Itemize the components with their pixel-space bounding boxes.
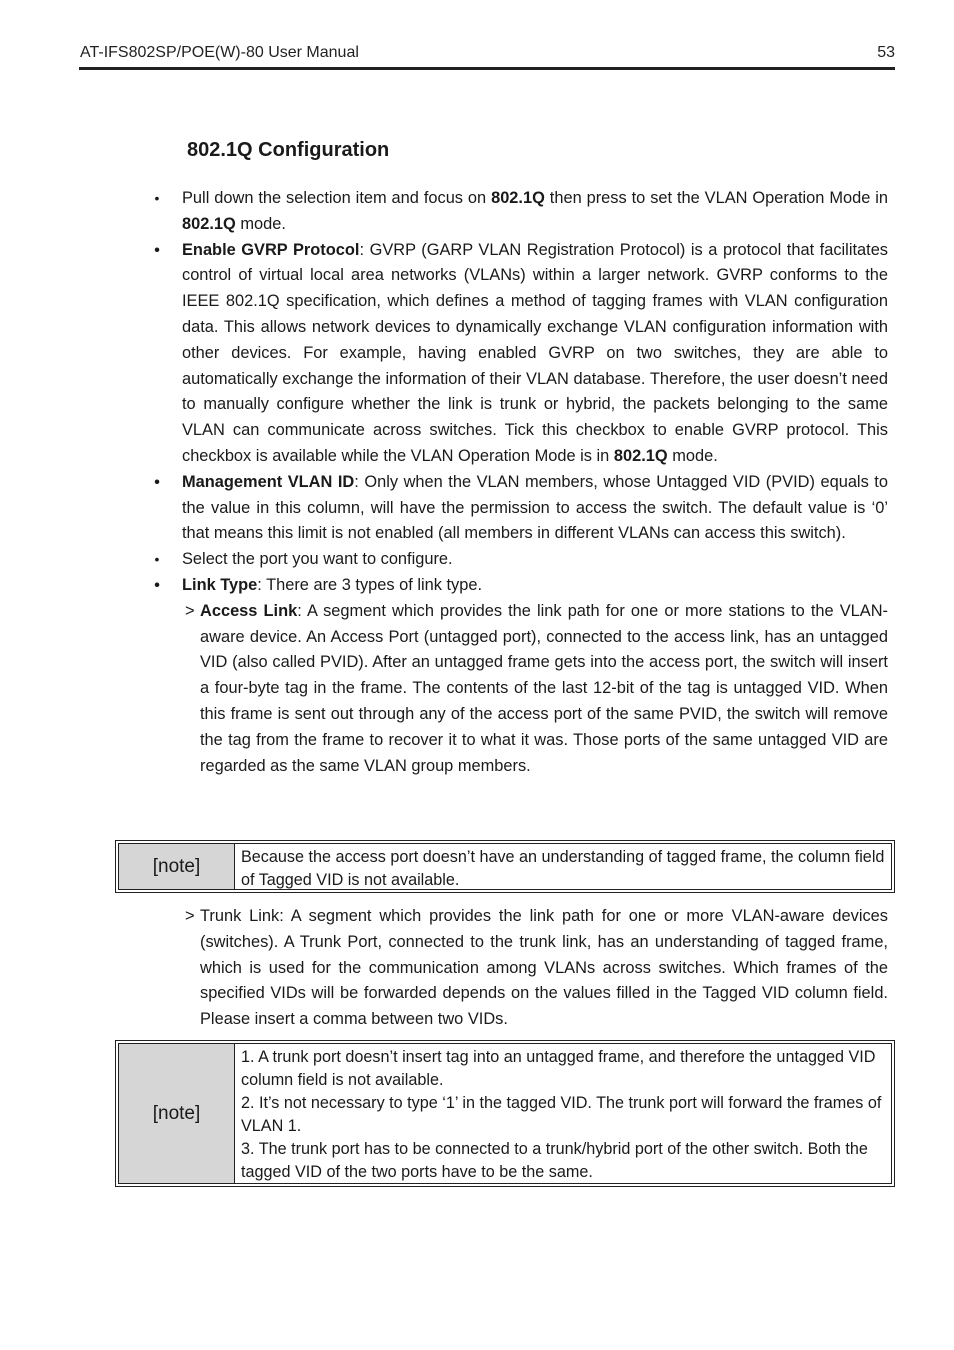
- note-line: 3. The trunk port has to be connected to a trunk/hybrid port of the other switch. Both the tagged VID of the two ports have to be the same.: [241, 1140, 868, 1181]
- arrow-glyph: >: [185, 907, 195, 925]
- bullet-icon: •: [154, 190, 160, 206]
- note-box-trunk: [115, 1040, 895, 1187]
- item-bold: 802.1Q: [182, 214, 236, 233]
- item-bold: 802.1Q: [491, 189, 545, 207]
- list-item-link-type: [152, 573, 888, 599]
- arrow-glyph: >: [185, 601, 195, 620]
- item-text: : There are 3 types of link type.: [257, 575, 483, 594]
- item-text: : Only when the VLAN members, whose Untagged VID (PVID) equals to the value in this column, will have the permission to access the switch. The default value is ‘0’ that means this limit is not enabled (all members in different VLANs can access this switch).: [182, 472, 888, 543]
- item-text: mode.: [667, 446, 718, 465]
- note-line: 1. A trunk port doesn’t insert tag into an untagged frame, and therefore the untagged VID column field is not available.: [241, 1048, 876, 1089]
- trunk-link-section: [152, 904, 888, 1033]
- section-body: [152, 186, 888, 779]
- page-header: [80, 44, 895, 66]
- item-text: : GVRP (GARP VLAN Registration Protocol) is a protocol that facilitates control of virtual local area networks (VLANs) within a larger network. GVRP conforms to the IEEE 802.1Q specification, which defines a method of tagging frames with VLAN configuration data. This allows network devices to dynamically exchange VLAN configuration information with other devices. For example, having enabled GVRP on two switches, they are able to automatically exchange the information of their VLAN database. Therefore, the user doesn’t need to manually configure whether the link is trunk or hybrid, the packets belonging to the same VLAN can communicate across switches. Tick this checkbox to enable GVRP protocol. This checkbox is available while the VLAN Operation Mode is in: [182, 240, 889, 465]
- note-label: [note]: [119, 844, 235, 889]
- item-text: Pull down the selection item and focus on: [182, 189, 492, 207]
- manual-title: AT-IFS802SP/POE(W)-80 User Manual: [80, 44, 359, 61]
- list-item-gvrp: [152, 238, 888, 470]
- item-text: Trunk Link: A segment which provides the link path for one or more VLAN-aware devices (switches). A Trunk Port, connected to the trunk link, has an understanding of tagged frame, which is used for the communication among VLANs across switches. Which frames of the specified VIDs will be forwarded depends on the values filled in the Tagged VID column field. Please insert a comma between two VIDs.: [200, 907, 888, 1029]
- list-item-select-port: [152, 547, 888, 573]
- sub-item-trunk-link: [152, 904, 888, 1033]
- item-bold: 802.1Q: [613, 446, 668, 465]
- page-number: 53: [877, 44, 895, 61]
- bullet-icon: •: [154, 576, 160, 594]
- bullet-icon: •: [154, 551, 160, 568]
- item-text: Select the port you want to configure.: [182, 550, 453, 569]
- header-rule: [79, 67, 895, 70]
- list-item-mgmt-vlan: [152, 470, 888, 547]
- section-title: 802.1Q Configuration: [187, 139, 390, 161]
- note-box-access: [115, 840, 895, 893]
- item-term: Access Link: [200, 601, 298, 620]
- note-line: 2. It’s not necessary to type ‘1’ in the tagged VID. The trunk port will forward the frames of VLAN 1.: [241, 1094, 882, 1135]
- note-line: Because the access port doesn’t have an understanding of tagged frame, the column field of Tagged VID is not available.: [241, 848, 885, 889]
- item-text: then press to set the VLAN Operation Mode in: [544, 189, 889, 207]
- note-text: [235, 844, 891, 889]
- note-text: [235, 1044, 891, 1183]
- list-item-pull-down: [152, 186, 888, 238]
- note-label: [note]: [119, 1044, 235, 1183]
- bullet-icon: •: [154, 473, 160, 491]
- item-text: : A segment which provides the link path for one or more stations to the VLAN-aware device. An Access Port (untagged port), connected to the access link, has an untagged VID (also called PVID). After an untagged frame gets into the access port, the switch will insert a four-byte tag in the frame. The contents of the last 12-bit of the tag is untagged VID. When this frame is sent out through any of the access port of the same PVID, the switch will remove the tag from the frame to recover it to what it was. Those ports of the same untagged VID are regarded as the same VLAN group members.: [200, 601, 888, 775]
- item-term: Management VLAN ID: [182, 472, 355, 491]
- item-text: mode.: [235, 214, 286, 233]
- sub-item-access-link: [152, 599, 888, 780]
- bullet-icon: •: [154, 241, 160, 259]
- item-term: Enable GVRP Protocol: [182, 240, 360, 259]
- item-term: Link Type: [182, 575, 258, 594]
